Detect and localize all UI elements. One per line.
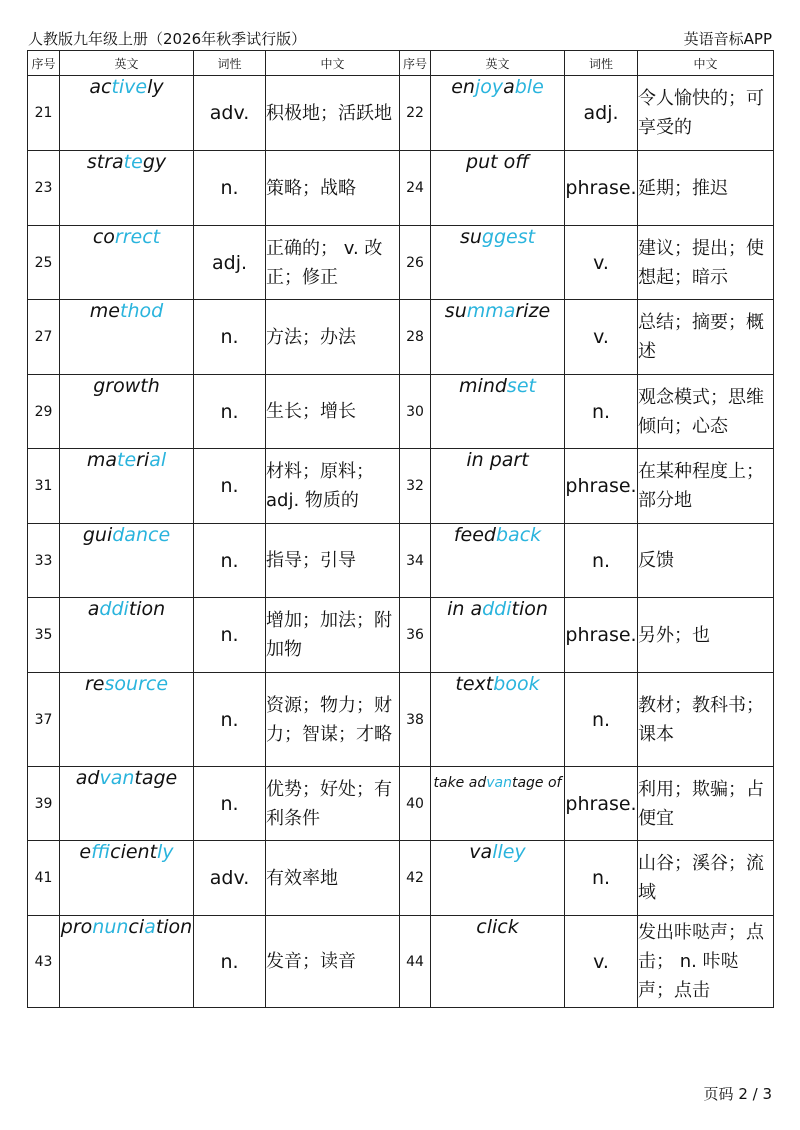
- english-word: [60, 300, 194, 375]
- word-syllable: feed: [453, 524, 496, 546]
- english-word: [431, 375, 565, 449]
- word-syllable-highlight: set: [506, 375, 536, 397]
- word-syllable: ac: [89, 76, 112, 98]
- entry-number: 27: [28, 300, 60, 375]
- word-syllable: tion: [155, 916, 193, 938]
- part-of-speech: n.: [194, 524, 266, 598]
- english-word: [60, 841, 194, 916]
- word-syllable: va: [469, 841, 493, 863]
- chinese-meaning: 发出咔哒声；点击； n. 咔哒声；点击: [638, 916, 774, 1008]
- entry-number: 36: [400, 598, 431, 673]
- entry-number: 37: [28, 673, 60, 767]
- chinese-meaning: 在某种程度上；部分地: [638, 449, 774, 524]
- col-header-english: 英文: [431, 51, 565, 76]
- word-syllable-highlight: mma: [466, 300, 516, 322]
- entry-number: 26: [400, 226, 431, 300]
- word-syllable: growth: [93, 375, 160, 397]
- entry-number: 30: [400, 375, 431, 449]
- word-syllable: take ad: [433, 775, 487, 791]
- english-word: [431, 673, 565, 767]
- word-syllable: tage of: [511, 775, 562, 791]
- col-header-num: 序号: [28, 51, 60, 76]
- word-syllable: click: [476, 916, 519, 938]
- entry-number: 22: [400, 76, 431, 151]
- entry-number: 38: [400, 673, 431, 767]
- english-word: [431, 916, 565, 1008]
- part-of-speech: n.: [565, 524, 638, 598]
- english-word: [60, 76, 194, 151]
- chinese-meaning: 材料；原料；adj. 物质的: [266, 449, 400, 524]
- entry-number: 41: [28, 841, 60, 916]
- word-syllable: tion: [128, 598, 166, 620]
- table-row: [28, 375, 774, 449]
- word-syllable: ly: [147, 76, 164, 98]
- word-syllable-highlight: nun: [92, 916, 129, 938]
- english-word: [431, 226, 565, 300]
- entry-number: 25: [28, 226, 60, 300]
- word-syllable-highlight: tive: [111, 76, 148, 98]
- part-of-speech: n.: [194, 375, 266, 449]
- english-word: [431, 841, 565, 916]
- table-row: [28, 598, 774, 673]
- word-syllable: gui: [82, 524, 113, 546]
- word-syllable-highlight: ggest: [481, 226, 536, 248]
- entry-number: 39: [28, 767, 60, 841]
- part-of-speech: n.: [194, 767, 266, 841]
- chinese-meaning: 教材；教科书；课本: [638, 673, 774, 767]
- chinese-meaning: 积极地；活跃地: [266, 76, 400, 151]
- english-word: [60, 151, 194, 226]
- table-header-row: [28, 51, 774, 76]
- word-syllable-highlight: back: [495, 524, 542, 546]
- chinese-meaning: 利用；欺骗；占便宜: [638, 767, 774, 841]
- vocabulary-table: [27, 50, 774, 1008]
- word-syllable: tion: [511, 598, 548, 620]
- entry-number: 24: [400, 151, 431, 226]
- word-syllable-highlight: te: [117, 449, 137, 471]
- table-row: [28, 449, 774, 524]
- word-syllable: text: [455, 673, 494, 695]
- chinese-meaning: 生长；增长: [266, 375, 400, 449]
- chinese-meaning: 指导；引导: [266, 524, 400, 598]
- entry-number: 34: [400, 524, 431, 598]
- part-of-speech: n.: [194, 449, 266, 524]
- table-row: [28, 226, 774, 300]
- word-syllable-highlight: a: [144, 916, 156, 938]
- chinese-meaning: 正确的； v. 改正；修正: [266, 226, 400, 300]
- english-word: [60, 767, 194, 841]
- part-of-speech: v.: [565, 916, 638, 1008]
- chinese-meaning: 增加；加法；附加物: [266, 598, 400, 673]
- part-of-speech: phrase.: [565, 598, 638, 673]
- word-syllable: in part: [466, 449, 529, 471]
- table-row: [28, 76, 774, 151]
- chinese-meaning: 另外；也: [638, 598, 774, 673]
- entry-number: 31: [28, 449, 60, 524]
- chinese-meaning: 资源；物力；财力；智谋；才略: [266, 673, 400, 767]
- col-header-chinese: 中文: [638, 51, 774, 76]
- word-syllable-highlight: lley: [492, 841, 526, 863]
- word-syllable: re: [84, 673, 105, 695]
- chinese-meaning: 优势；好处；有利条件: [266, 767, 400, 841]
- word-syllable: tage: [134, 767, 178, 789]
- word-syllable: ma: [86, 449, 117, 471]
- part-of-speech: n.: [194, 673, 266, 767]
- app-name: 英语音标APP: [683, 30, 772, 48]
- word-syllable-highlight: ddi: [482, 598, 512, 620]
- part-of-speech: phrase.: [565, 449, 638, 524]
- english-word: [431, 151, 565, 226]
- english-word: [60, 226, 194, 300]
- part-of-speech: adv.: [194, 841, 266, 916]
- english-word: [60, 598, 194, 673]
- english-word: [431, 767, 565, 841]
- word-syllable: e: [79, 841, 92, 863]
- table-row: [28, 300, 774, 375]
- entry-number: 29: [28, 375, 60, 449]
- table-row: [28, 524, 774, 598]
- word-syllable-highlight: book: [493, 673, 540, 695]
- page-number: 页码 2 / 3: [703, 1085, 772, 1103]
- part-of-speech: n.: [565, 673, 638, 767]
- word-syllable: co: [92, 226, 115, 248]
- english-word: [60, 524, 194, 598]
- entry-number: 35: [28, 598, 60, 673]
- word-syllable-highlight: van: [99, 767, 135, 789]
- word-syllable-highlight: ffi: [91, 841, 111, 863]
- chinese-meaning: 反馈: [638, 524, 774, 598]
- word-syllable: gy: [142, 151, 167, 173]
- word-syllable: put off: [466, 151, 529, 173]
- part-of-speech: n.: [194, 916, 266, 1008]
- table-row: [28, 673, 774, 767]
- word-syllable: rize: [515, 300, 551, 322]
- word-syllable-highlight: van: [486, 775, 512, 791]
- english-word: [60, 673, 194, 767]
- part-of-speech: adv.: [194, 76, 266, 151]
- entry-number: 33: [28, 524, 60, 598]
- word-syllable-highlight: source: [104, 673, 169, 695]
- entry-number: 43: [28, 916, 60, 1008]
- english-word: [60, 449, 194, 524]
- entry-number: 42: [400, 841, 431, 916]
- document-title: 人教版九年级上册（2026年秋季试行版）: [28, 30, 307, 48]
- word-syllable-highlight: te: [123, 151, 143, 173]
- word-syllable: ci: [128, 916, 145, 938]
- part-of-speech: adj.: [194, 226, 266, 300]
- part-of-speech: adj.: [565, 76, 638, 151]
- word-syllable-highlight: ble: [514, 76, 544, 98]
- part-of-speech: phrase.: [565, 151, 638, 226]
- word-syllable: cient: [110, 841, 158, 863]
- part-of-speech: n.: [565, 375, 638, 449]
- part-of-speech: n.: [194, 300, 266, 375]
- entry-number: 28: [400, 300, 431, 375]
- entry-number: 21: [28, 76, 60, 151]
- chinese-meaning: 有效率地: [266, 841, 400, 916]
- entry-number: 44: [400, 916, 431, 1008]
- word-syllable: su: [444, 300, 467, 322]
- entry-number: 23: [28, 151, 60, 226]
- page-header: [28, 28, 772, 48]
- chinese-meaning: 延期；推迟: [638, 151, 774, 226]
- col-header-chinese: 中文: [266, 51, 400, 76]
- word-syllable: en: [451, 76, 475, 98]
- table-row: [28, 767, 774, 841]
- col-header-pos: 词性: [194, 51, 266, 76]
- word-syllable-highlight: ddi: [99, 598, 129, 620]
- col-header-num: 序号: [400, 51, 431, 76]
- chinese-meaning: 观念模式；思维倾向；心态: [638, 375, 774, 449]
- english-word: [431, 76, 565, 151]
- chinese-meaning: 总结；摘要；概述: [638, 300, 774, 375]
- word-syllable: a: [503, 76, 515, 98]
- entry-number: 32: [400, 449, 431, 524]
- part-of-speech: n.: [194, 151, 266, 226]
- chinese-meaning: 建议；提出；使想起；暗示: [638, 226, 774, 300]
- word-syllable-highlight: rrect: [114, 226, 161, 248]
- word-syllable: pro: [60, 916, 93, 938]
- table-row: [28, 916, 774, 1008]
- part-of-speech: v.: [565, 300, 638, 375]
- english-word: [431, 300, 565, 375]
- col-header-english: 英文: [60, 51, 194, 76]
- word-syllable-highlight: al: [149, 449, 167, 471]
- part-of-speech: phrase.: [565, 767, 638, 841]
- word-syllable: su: [459, 226, 482, 248]
- english-word: [60, 916, 194, 1008]
- part-of-speech: n.: [565, 841, 638, 916]
- english-word: [431, 598, 565, 673]
- entry-number: 40: [400, 767, 431, 841]
- word-syllable-highlight: dance: [112, 524, 171, 546]
- chinese-meaning: 发音；读音: [266, 916, 400, 1008]
- word-syllable: stra: [86, 151, 124, 173]
- word-syllable: me: [89, 300, 120, 322]
- word-syllable: in a: [447, 598, 483, 620]
- col-header-pos: 词性: [565, 51, 638, 76]
- word-syllable-highlight: ly: [157, 841, 174, 863]
- table-row: [28, 151, 774, 226]
- english-word: [60, 375, 194, 449]
- word-syllable: ad: [75, 767, 100, 789]
- table-row: [28, 841, 774, 916]
- chinese-meaning: 策略；战略: [266, 151, 400, 226]
- word-syllable: mind: [459, 375, 507, 397]
- english-word: [431, 449, 565, 524]
- word-syllable: a: [87, 598, 100, 620]
- chinese-meaning: 方法；办法: [266, 300, 400, 375]
- table-body: [28, 76, 774, 1008]
- word-syllable: ri: [136, 449, 150, 471]
- part-of-speech: n.: [194, 598, 266, 673]
- chinese-meaning: 山谷；溪谷；流域: [638, 841, 774, 916]
- part-of-speech: v.: [565, 226, 638, 300]
- word-syllable-highlight: thod: [120, 300, 164, 322]
- chinese-meaning: 令人愉快的；可享受的: [638, 76, 774, 151]
- word-syllable-highlight: joy: [474, 76, 504, 98]
- english-word: [431, 524, 565, 598]
